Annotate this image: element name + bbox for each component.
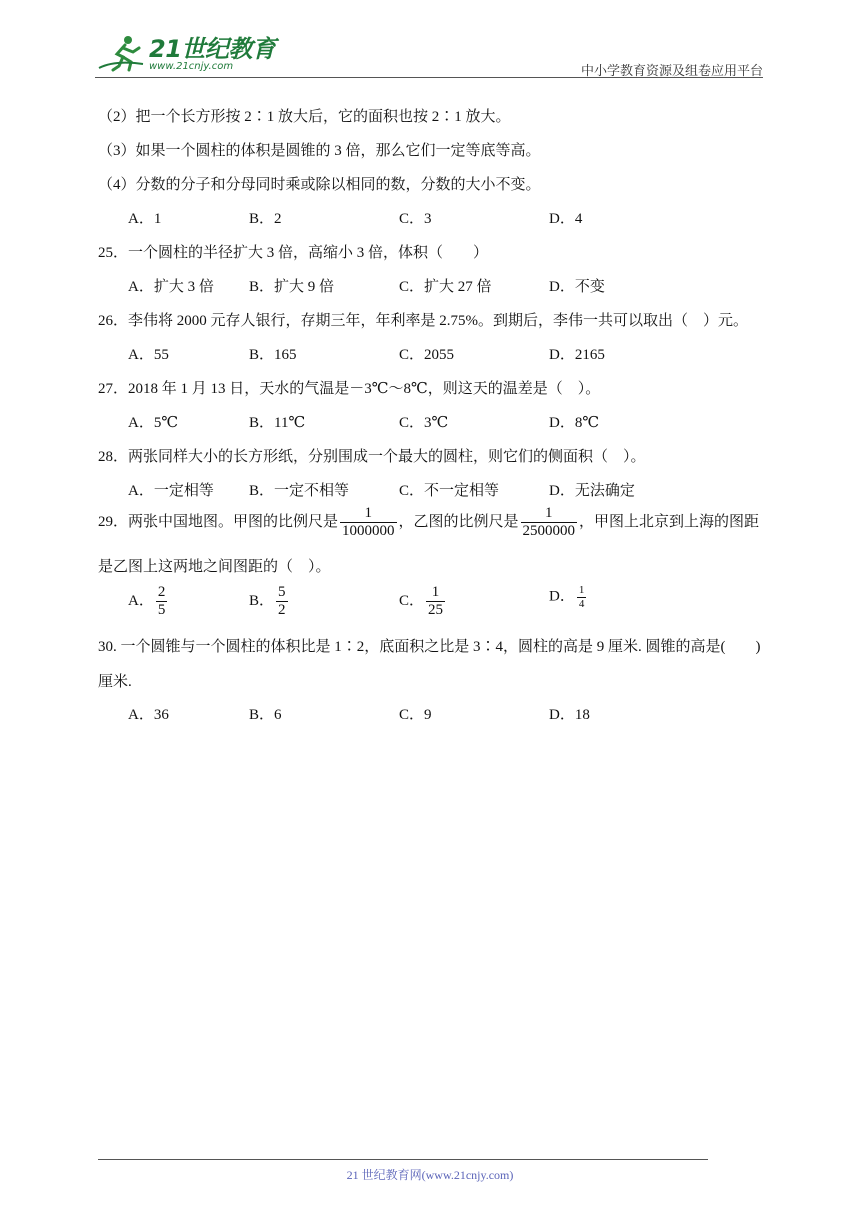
- option-c: C．3: [399, 211, 432, 227]
- option-a: A．1: [128, 211, 162, 227]
- option-label: D．: [549, 588, 575, 605]
- q29-stem: [98, 505, 759, 541]
- option-b: B．2: [249, 211, 282, 227]
- option-a: [128, 584, 169, 620]
- option-label: C．: [399, 593, 425, 610]
- q26-stem: 26．李伟将 2000 元存人银行，存期三年，年利率是 2.75%。到期后，李伟一共可以取出（ ）元。: [98, 313, 748, 329]
- fraction-denominator: 2: [278, 602, 286, 619]
- option-c: C．9: [399, 707, 432, 723]
- q29-stem-part1: 29．两张中国地图。甲图的比例尺是: [98, 514, 339, 531]
- option-b: B．扩大 9 倍: [249, 279, 335, 295]
- fraction-denominator: 2500000: [522, 523, 576, 540]
- q27-stem: 27．2018 年 1 月 13 日，天水的气温是－3℃～8℃，则这天的温差是（ ）。: [98, 381, 601, 397]
- q28-options: [128, 479, 768, 501]
- q29-stem-part3: ，甲图上北京到上海的图距: [579, 514, 760, 531]
- option-d: D．无法确定: [549, 483, 635, 499]
- option-a: A．55: [128, 347, 169, 363]
- q30-stem-line2: 厘米.: [98, 674, 132, 690]
- option-b: [249, 584, 290, 620]
- platform-name: 中小学教育资源及组卷应用平台: [580, 64, 763, 79]
- option-c: C．扩大 27 倍: [399, 279, 492, 295]
- fraction-numerator: 1: [431, 584, 440, 600]
- option-label: A．: [128, 593, 154, 610]
- q26-options: [128, 343, 768, 365]
- fraction-numerator: 1: [578, 584, 585, 596]
- option-d: D．2165: [549, 347, 605, 363]
- option-c: [399, 584, 447, 620]
- statement-2: （2）把一个长方形按 2∶1 放大后，它的面积也按 2∶1 放大。: [98, 109, 511, 125]
- q29-stem-part2: ，乙图的比例尺是: [398, 514, 519, 531]
- option-fraction: [577, 584, 587, 610]
- option-a: A．扩大 3 倍: [128, 279, 214, 295]
- fraction-numerator: 2: [157, 584, 166, 600]
- option-d: D．18: [549, 707, 590, 723]
- fraction-denominator: 25: [428, 602, 444, 619]
- header-divider: [95, 77, 763, 78]
- statement-4: （4）分数的分子和分母同时乘或除以相同的数，分数的大小不变。: [98, 177, 541, 193]
- logo-title: 21世纪教育: [149, 34, 276, 63]
- q29-stem-line2: 是乙图上这两地之间图距的（ ）。: [98, 559, 331, 575]
- fraction-numerator: 1: [545, 505, 553, 521]
- option-c: C．3℃: [399, 415, 449, 431]
- option-c: C．不一定相等: [399, 483, 500, 499]
- fraction-numerator: 1: [364, 505, 373, 521]
- option-fraction: [156, 584, 168, 620]
- scale-fraction-yi: [521, 505, 578, 541]
- q27-options: [128, 411, 768, 433]
- fraction-denominator: 4: [578, 597, 585, 610]
- runner-logo-icon: [95, 34, 147, 74]
- fraction-denominator: 5: [157, 602, 166, 619]
- q24-options: [128, 207, 768, 229]
- option-fraction: [276, 584, 288, 620]
- option-d: D．不变: [549, 279, 605, 295]
- fraction-denominator: 1000000: [342, 523, 395, 540]
- q28-stem: 28．两张同样大小的长方形纸，分别围成一个最大的圆柱，则它们的侧面积（ ）。: [98, 449, 646, 465]
- option-a: A．一定相等: [128, 483, 214, 499]
- option-b: B．6: [249, 707, 282, 723]
- option-d: D．4: [549, 211, 583, 227]
- q30-options: [128, 703, 768, 725]
- option-b: B．一定不相等: [249, 483, 350, 499]
- option-b: B．11℃: [249, 415, 306, 431]
- page-header: [95, 30, 763, 78]
- q25-stem: 25．一个圆柱的半径扩大 3 倍，高缩小 3 倍，体积（ ）: [98, 245, 489, 261]
- statement-3: （3）如果一个圆柱的体积是圆锥的 3 倍，那么它们一定等底等高。: [98, 143, 541, 159]
- option-label: B．: [249, 593, 275, 610]
- option-c: C．2055: [399, 347, 455, 363]
- footer-link[interactable]: 21 世纪教育网(www.21cnjy.com): [346, 1168, 514, 1182]
- option-a: A．5℃: [128, 415, 179, 431]
- option-d: D．8℃: [549, 415, 600, 431]
- option-b: B．165: [249, 347, 297, 363]
- option-fraction: [426, 584, 445, 620]
- logo: [95, 34, 275, 74]
- option-a: A．36: [128, 707, 169, 723]
- footer-divider: [98, 1159, 708, 1160]
- fraction-numerator: 5: [278, 584, 286, 600]
- logo-url: www.21cnjy.com: [149, 60, 234, 72]
- q30-stem: 30. 一个圆锥与一个圆柱的体积比是 1∶2，底面积之比是 3∶4，圆柱的高是 9 厘米. 圆锥的高是( ): [98, 639, 761, 655]
- q25-options: [128, 275, 768, 297]
- q29-options: [128, 584, 768, 628]
- option-d: [549, 584, 588, 610]
- scale-fraction-jia: [340, 505, 397, 541]
